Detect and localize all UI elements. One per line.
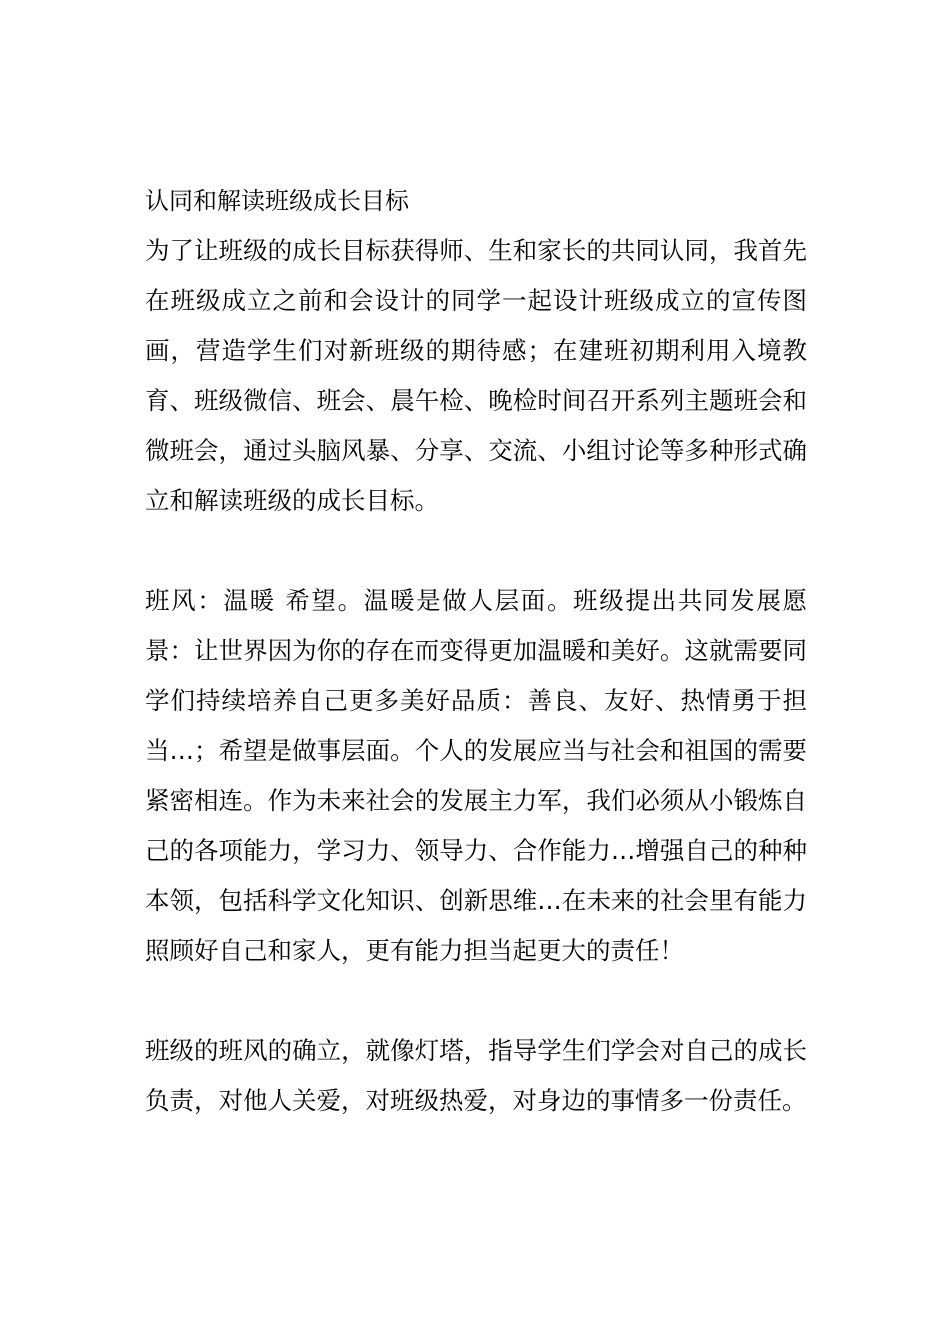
paragraph-spacer bbox=[145, 976, 807, 1026]
paragraph-spacer bbox=[145, 526, 807, 576]
paragraph-goal-recognition: 为了让班级的成长目标获得师、生和家长的共同认同，我首先在班级成立之前和会设计的同学一起设计班级成立的宣传图画，营造学生们对新班级的期待感；在建班初期利用入境教育、班级微信、班会、晨午检、晚检时间召开系列主题班会和微班会，通过头脑风暴、分享、交流、小组讨论等多种形式确立和解读班级的成长目标。 bbox=[145, 236, 807, 515]
paragraph-class-spirit: 班风：温暖 希望。温暖是做人层面。班级提出共同发展愿景：让世界因为你的存在而变得更加温暖和美好。这就需要同学们持续培养自己更多美好品质：善良、友好、热情勇于担当…；希望是做事层面。个人的发展应当与社会和祖国的需要紧密相连。作为未来社会的发展主力军，我们必须从小锻炼自己的各项能力，学习力、领导力、合作能力…增强自己的种种本领，包括科学文化知识、创新思维…在未来的社会里有能力照顾好自己和家人，更有能力担当起更大的责任！ bbox=[145, 586, 807, 965]
document-body bbox=[145, 176, 807, 1126]
section-heading: 认同和解读班级成长目标 bbox=[145, 187, 409, 215]
paragraph-class-spirit-meaning: 班级的班风的确立，就像灯塔，指导学生们学会对自己的成长负责，对他人关爱，对班级热爱，对身边的事情多一份责任。 bbox=[145, 1036, 807, 1115]
